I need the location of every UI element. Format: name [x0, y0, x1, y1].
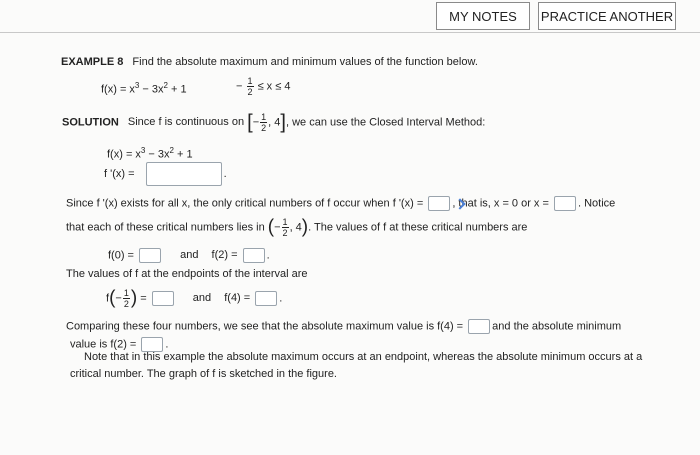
fprime-zero-input[interactable]: [428, 196, 450, 211]
para2-interval-end: , 4: [289, 221, 302, 234]
para2-minus: −: [274, 221, 281, 234]
critical-para-line2: [66, 217, 527, 238]
para2-frac-den: 2: [282, 228, 288, 238]
example-prompt: Find the absolute maximum and minimum values of the function below.: [132, 56, 478, 68]
endpoints-text: The values of f at the endpoints of the interval are: [66, 268, 308, 280]
exp-2: 2: [163, 81, 168, 90]
minus-sign: −: [236, 80, 243, 93]
solution-text-after: , we can use the Closed Interval Method:: [285, 116, 486, 129]
endpoint-values-row: f(− $\frac{1}{2}$ ) = and f(4) = .: [106, 287, 283, 309]
and-label-1: and: [180, 249, 199, 262]
bracket-close: ]: [280, 111, 286, 134]
restated-lhs: f(x) = x: [107, 148, 141, 161]
function-restated: [107, 146, 193, 161]
abs-max-input[interactable]: [468, 319, 490, 334]
compare-text-b: and the absolute minimum: [492, 320, 622, 333]
para1-text-b: , that is, x = 0 or x =: [452, 197, 549, 210]
restated-exp-2: 2: [169, 146, 174, 155]
and-label-2: and: [192, 292, 212, 305]
interval-frac-den: 2: [261, 123, 267, 133]
f4-input[interactable]: [255, 291, 277, 306]
frac-den: 2: [247, 87, 253, 97]
para1-text-a: Since f '(x) exists for all x, the only critical numbers of f occur when f '(x) =: [66, 197, 424, 210]
interval-minus: −: [252, 116, 260, 129]
f2-input[interactable]: [243, 248, 265, 263]
para2-text-b: . The values of f at these critical numbers are: [308, 221, 528, 234]
endpoint-frac-num: 1: [123, 288, 129, 298]
compare-text-a: Comparing these four numbers, we see that the absolute maximum value is f(4) =: [66, 320, 464, 333]
interval-fraction: [260, 112, 267, 133]
domain-interval: [236, 76, 290, 97]
f4-label: f(4) =: [224, 292, 251, 305]
bracket-open: [: [247, 111, 253, 134]
f-neg-half-input[interactable]: [152, 291, 174, 306]
paren-open: (: [267, 216, 275, 238]
restated-tail: + 1: [173, 148, 193, 161]
paren-close: ): [301, 216, 309, 238]
interval-tail: ≤ x ≤ 4: [257, 80, 291, 93]
comparing-line: [66, 319, 621, 334]
example-label: EXAMPLE 8: [61, 56, 124, 68]
example-heading: [61, 56, 478, 68]
solution-label: SOLUTION: [62, 116, 119, 129]
derivative-period: .: [223, 167, 227, 180]
practice-another-button[interactable]: [538, 2, 676, 30]
minval-label: value is f(2) =: [70, 338, 137, 351]
derivative-label: f '(x) =: [104, 167, 135, 180]
func-tail: + 1: [167, 83, 187, 96]
f0-label: f(0) =: [108, 249, 134, 262]
abs-min-input[interactable]: [141, 337, 163, 352]
critical-x-input[interactable]: [554, 196, 576, 211]
function-definition: [101, 81, 187, 96]
endpoint-minus: −: [115, 292, 122, 305]
endpoint-paren-close: ): [130, 287, 138, 309]
f4-period: .: [279, 292, 283, 305]
interval-end: , 4: [268, 116, 281, 129]
exp-3: 3: [134, 81, 140, 90]
para2-fraction: [282, 217, 289, 238]
critical-values-row: [108, 248, 270, 263]
solution-text-before: Since f is continuous on: [127, 116, 245, 129]
derivative-row: [104, 162, 227, 186]
restated-exp-3: 3: [140, 146, 146, 155]
solution-intro: [62, 112, 485, 133]
my-notes-label: MY NOTES: [449, 8, 517, 24]
func-mid: − 3x: [139, 83, 164, 96]
practice-another-label: PRACTICE ANOTHER: [540, 8, 674, 24]
interval-frac-num: 1: [261, 112, 267, 122]
f2-label: f(2) =: [211, 249, 238, 262]
endpoint-frac-den: 2: [123, 299, 129, 309]
derivative-input[interactable]: [146, 162, 222, 186]
f2-period: .: [266, 249, 270, 262]
critical-para-line1: [66, 196, 615, 211]
para2-frac-num: 1: [282, 217, 288, 227]
frac-num: 1: [247, 76, 253, 86]
minval-period: .: [165, 338, 169, 351]
my-notes-button[interactable]: [436, 2, 530, 30]
f0-input[interactable]: [139, 248, 161, 263]
restated-mid: − 3x: [145, 148, 170, 161]
para2-text-a: that each of these critical numbers lies in: [66, 221, 265, 234]
minvalue-line: [70, 337, 168, 352]
endpoint-paren-open: (: [109, 287, 116, 309]
para1-text-c: . Notice: [577, 197, 616, 210]
header-divider: [0, 32, 700, 33]
func-lhs: f(x) = x: [101, 83, 135, 96]
note-line2: critical number. The graph of f is sketched in the figure.: [70, 368, 337, 380]
note-line1: Note that in this example the absolute maximum occurs at an endpoint, whereas the absolute minimum occurs at a: [84, 351, 643, 363]
half-fraction: [247, 76, 254, 97]
endpoint-fraction: [123, 288, 130, 309]
